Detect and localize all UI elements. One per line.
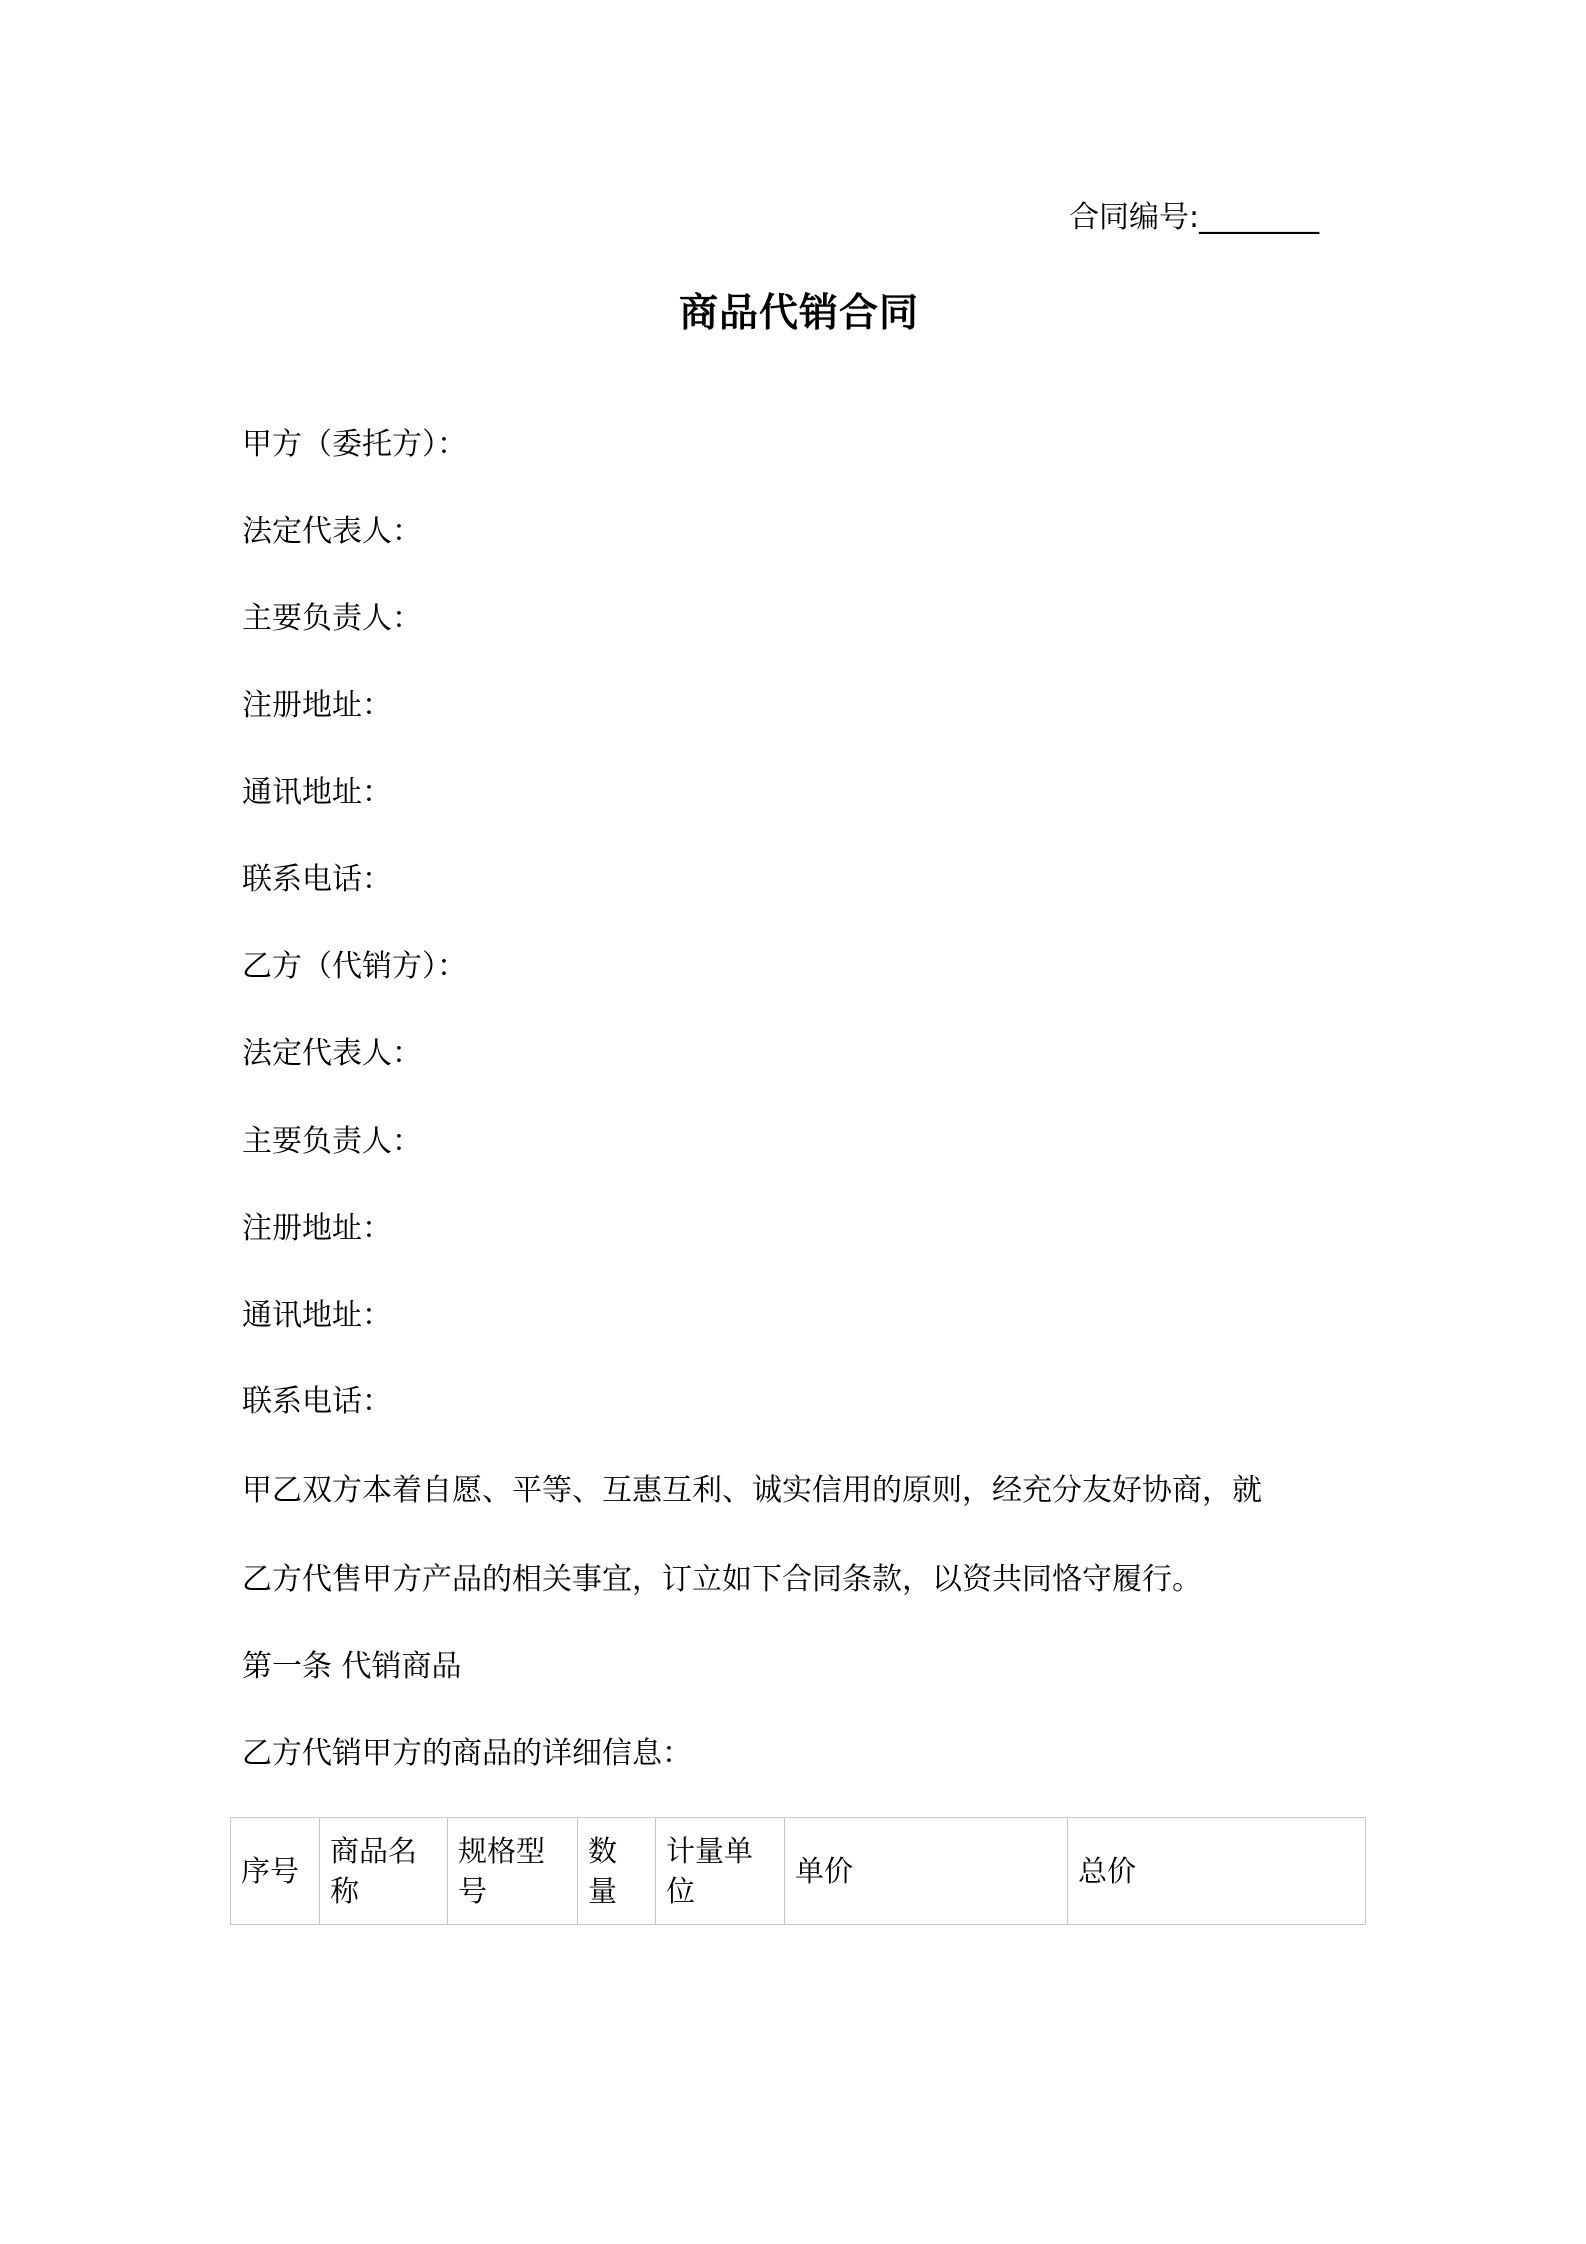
party-a-principal: 主要负责人：: [242, 601, 422, 636]
header-cell-index: 序号: [231, 1818, 320, 1925]
header-cell-unit-price: 单价: [785, 1818, 1068, 1925]
intro-line-2: 乙方代售甲方产品的相关事宜，订立如下合同条款，以资共同恪守履行。: [242, 1562, 1202, 1597]
article-1-desc: 乙方代销甲方的商品的详细信息：: [242, 1736, 692, 1771]
header-cell-quantity: 数量: [578, 1818, 656, 1925]
party-b-mail-address: 通讯地址：: [242, 1298, 392, 1333]
party-a-phone: 联系电话：: [242, 862, 392, 897]
contract-number: 合同编号:________: [1069, 200, 1320, 235]
header-cell-unit: 计量单位: [656, 1818, 785, 1925]
goods-table-wrapper: [230, 1817, 1366, 1925]
article-1-heading: 第一条 代销商品: [242, 1649, 462, 1684]
document-title: 商品代销合同: [678, 291, 919, 336]
party-b-label: 乙方（代销方）：: [242, 949, 467, 984]
party-a-mail-address: 通讯地址：: [242, 775, 392, 810]
party-a-label: 甲方（委托方）：: [242, 427, 467, 462]
party-a-legal-rep: 法定代表人：: [242, 514, 422, 549]
header-cell-total-price: 总价: [1068, 1818, 1366, 1925]
party-b-legal-rep: 法定代表人：: [242, 1036, 422, 1071]
party-a-reg-address: 注册地址：: [242, 688, 392, 723]
party-b-phone: 联系电话：: [242, 1384, 392, 1419]
header-cell-spec: 规格型号: [448, 1818, 578, 1925]
header-cell-name: 商品名称: [320, 1818, 448, 1925]
party-b-reg-address: 注册地址：: [242, 1211, 392, 1246]
intro-line-1: 甲乙双方本着自愿、平等、互惠互利、诚实信用的原则，经充分友好协商，就: [242, 1473, 1262, 1508]
goods-table-header-row: [231, 1818, 1366, 1925]
goods-table: [230, 1817, 1366, 1925]
party-b-principal: 主要负责人：: [242, 1124, 422, 1159]
